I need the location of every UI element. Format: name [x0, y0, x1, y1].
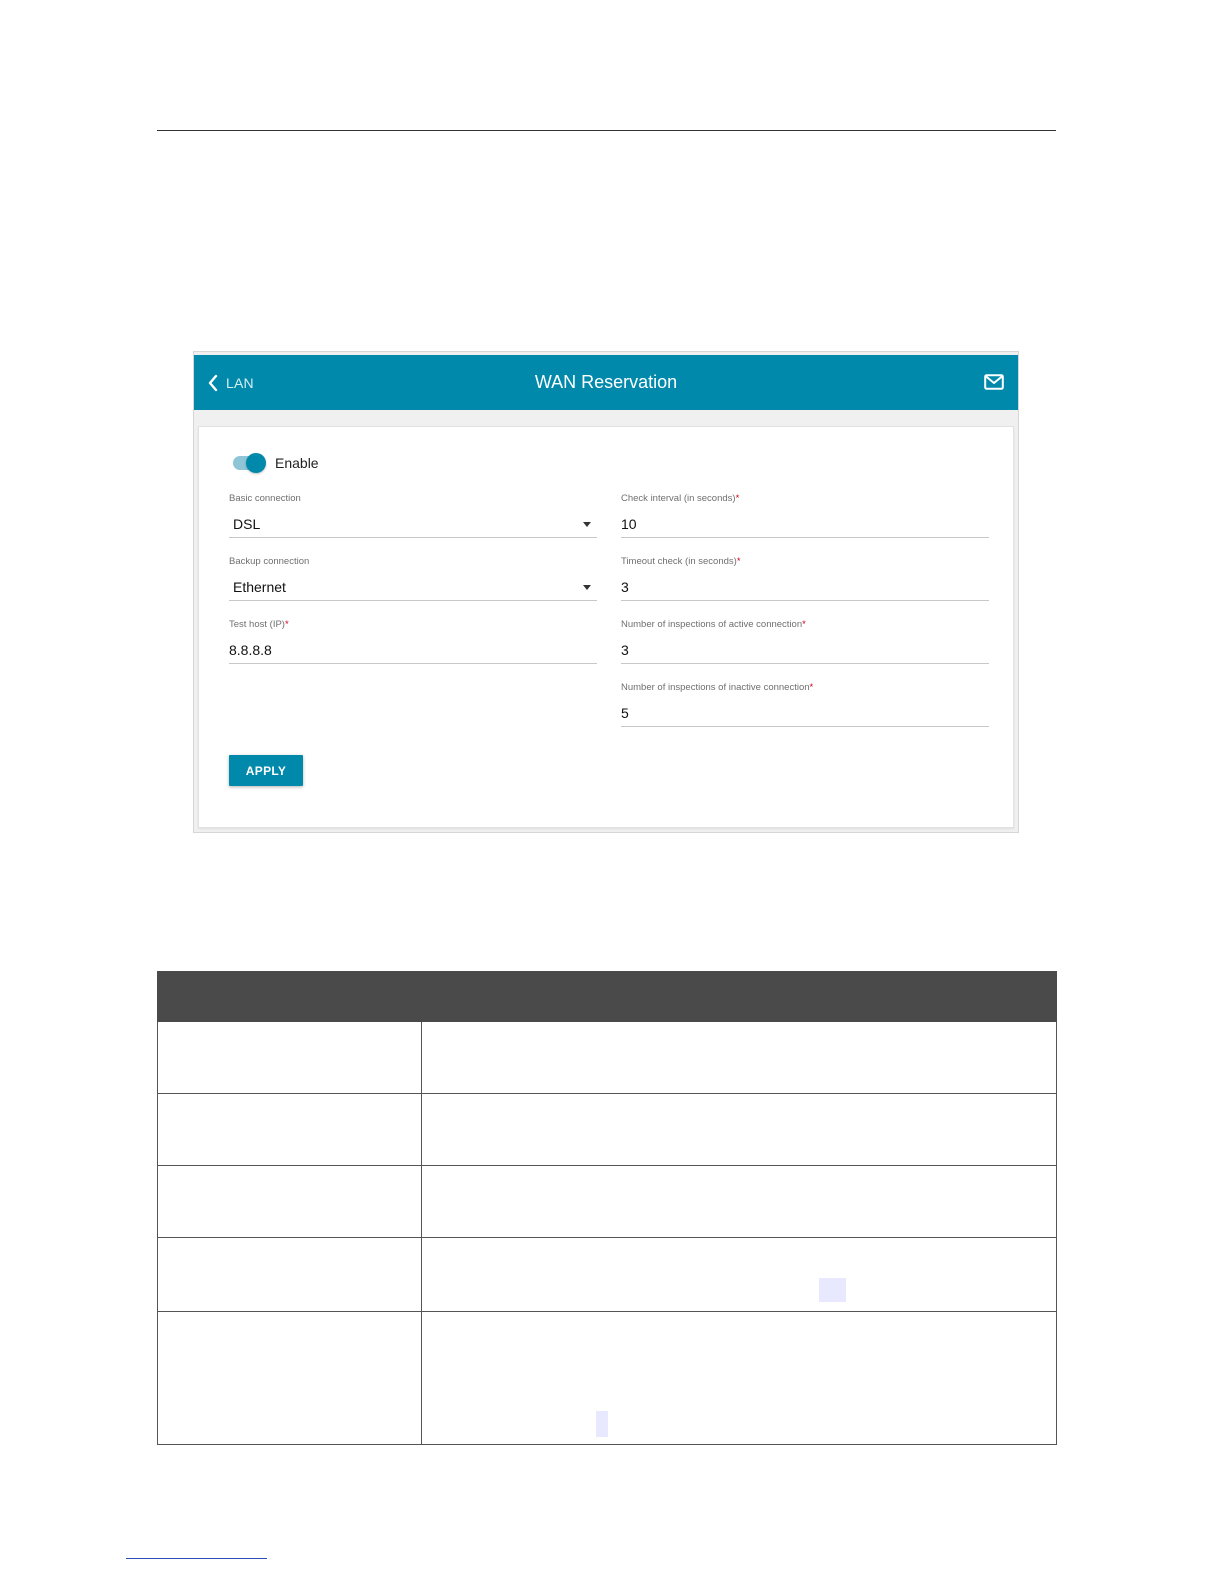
- notifications-button[interactable]: [984, 374, 1004, 395]
- table-cell: [422, 1022, 1057, 1094]
- table-cell: [422, 1094, 1057, 1166]
- table-header-row: [158, 972, 1057, 1022]
- basic-connection-value: DSL: [233, 516, 261, 532]
- back-label: LAN: [226, 375, 254, 391]
- basic-connection-select[interactable]: [229, 511, 597, 538]
- table-row: [158, 1022, 1057, 1094]
- parameters-table: [157, 971, 1057, 1445]
- table-header-cell: [158, 972, 422, 1022]
- active-inspections-value: 3: [621, 642, 629, 658]
- table-row: [158, 1166, 1057, 1238]
- check-interval-value: 10: [621, 516, 637, 532]
- backup-connection-field: [229, 556, 597, 601]
- table-cell: [422, 1166, 1057, 1238]
- settings-card: [198, 426, 1014, 828]
- table-cell: [158, 1094, 422, 1166]
- apply-button[interactable]: APPLY: [229, 755, 303, 786]
- check-interval-label: Check interval (in seconds)*: [621, 493, 740, 504]
- caret-down-icon: [583, 522, 591, 527]
- basic-connection-field: [229, 493, 597, 538]
- inactive-inspections-input[interactable]: [621, 700, 989, 727]
- enable-label: Enable: [275, 455, 319, 471]
- caret-down-icon: [583, 585, 591, 590]
- page-header-rule: [157, 130, 1056, 131]
- table-header-cell: [422, 972, 1057, 1022]
- highlight-mark: [819, 1278, 846, 1302]
- enable-toggle[interactable]: [233, 456, 263, 470]
- backup-connection-select[interactable]: [229, 574, 597, 601]
- backup-connection-label: Backup connection: [229, 556, 310, 567]
- check-interval-field: [621, 493, 989, 538]
- router-ui-screenshot: [193, 351, 1019, 833]
- mail-icon: [984, 374, 1004, 390]
- table-row: [158, 1094, 1057, 1166]
- table-cell: [158, 1022, 422, 1094]
- basic-connection-label: Basic connection: [229, 493, 301, 504]
- test-host-input[interactable]: [229, 637, 597, 664]
- top-bar: [194, 355, 1018, 410]
- highlight-mark: [596, 1411, 608, 1437]
- table-row: [158, 1238, 1057, 1312]
- table-cell: [422, 1238, 1057, 1312]
- test-host-value: 8.8.8.8: [229, 642, 272, 658]
- enable-row: [233, 455, 319, 471]
- inactive-inspections-field: [621, 682, 989, 727]
- timeout-check-input[interactable]: [621, 574, 989, 601]
- active-inspections-input[interactable]: [621, 637, 989, 664]
- timeout-check-label: Timeout check (in seconds)*: [621, 556, 741, 567]
- table-cell: [158, 1166, 422, 1238]
- test-host-field: [229, 619, 597, 664]
- page-title: WAN Reservation: [534, 372, 678, 392]
- backup-connection-value: Ethernet: [233, 579, 286, 595]
- timeout-check-value: 3: [621, 579, 629, 595]
- inactive-inspections-label: Number of inspections of inactive connection*: [621, 682, 814, 693]
- check-interval-input[interactable]: [621, 511, 989, 538]
- active-inspections-field: [621, 619, 989, 664]
- table-cell: [158, 1238, 422, 1312]
- table-cell: [422, 1312, 1057, 1445]
- active-inspections-label: Number of inspections of active connection*: [621, 619, 806, 630]
- table-cell: [158, 1312, 422, 1445]
- test-host-label: Test host (IP)*: [229, 619, 289, 630]
- inactive-inspections-value: 5: [621, 705, 629, 721]
- timeout-check-field: [621, 556, 989, 601]
- table-row: [158, 1312, 1057, 1445]
- footer-link-underline: [126, 1558, 267, 1559]
